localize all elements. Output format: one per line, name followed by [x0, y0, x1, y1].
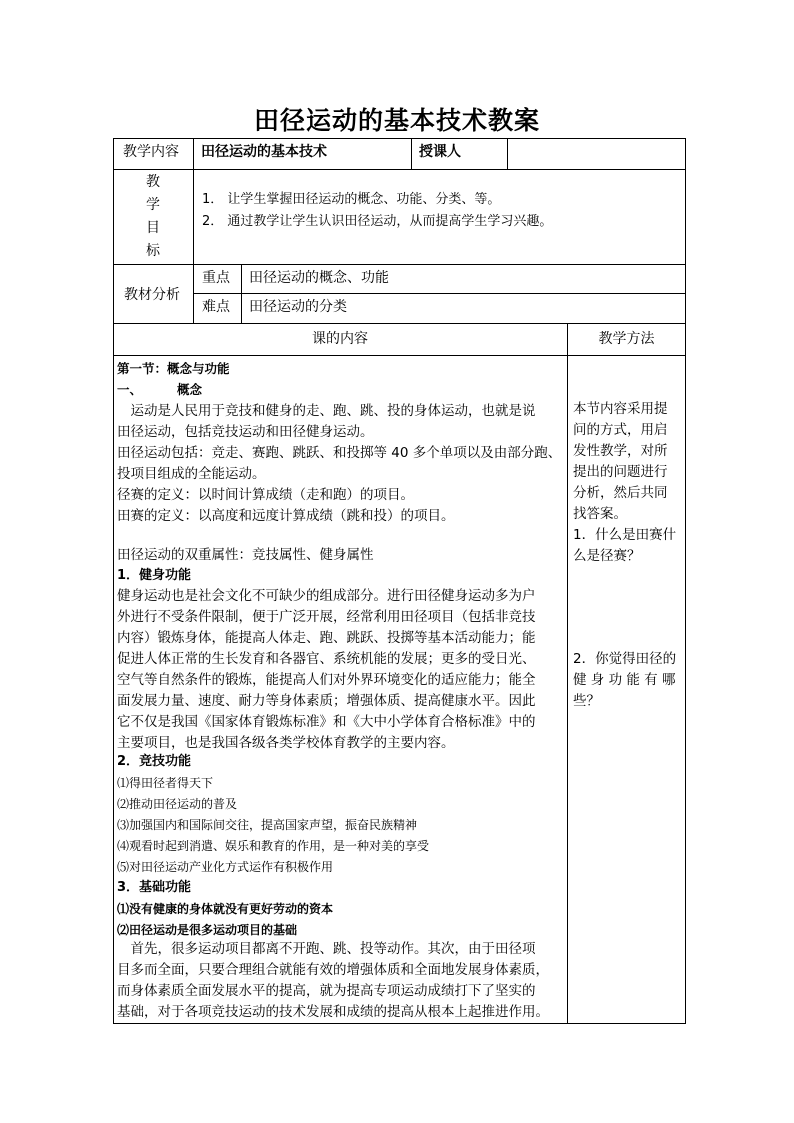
list-item: ⑸对田径运动产业化方式运作有积极作用 [117, 860, 334, 874]
dual-attribute: 田径运动的双重属性：竞技属性、健身属性 [117, 547, 374, 563]
content-label: 教学内容 [123, 144, 179, 160]
heading-competition: 2．竞技功能 [117, 754, 192, 769]
goal-item: 1． 让学生掌握田径运动的概念、功能、分类、等。 [202, 192, 501, 207]
list-item: ⑵推动田径运动的普及 [117, 797, 238, 811]
difficult-label: 难点 [202, 299, 230, 315]
row-divider [113, 169, 686, 170]
content-column-header: 课的内容 [312, 331, 368, 347]
row-divider [113, 355, 686, 356]
method-question-1: 1．什么是田赛什 么是径赛？ [573, 527, 677, 564]
list-item: ⑶加强国内和国际间交往，提高国家声望，振奋民族精神 [117, 818, 418, 832]
difficult-value: 田径运动的分类 [249, 299, 347, 315]
key-value: 田径运动的概念、功能 [249, 270, 389, 286]
page-title: 田径运动的基本技术教案 [253, 106, 540, 135]
heading-foundation: 3．基础功能 [117, 880, 192, 895]
row-divider [113, 323, 686, 324]
row-divider [113, 264, 686, 265]
col-divider [193, 169, 194, 264]
col-divider [193, 264, 194, 323]
col-divider [567, 323, 568, 1024]
col-divider [507, 138, 508, 169]
list-item: ⑴得田径者得天下 [117, 776, 214, 790]
paragraph: 首先，很多运动项目都离不开跑、跳、投等动作。其次，由于田径项 目多而全面，只要合理组合就能有效的增强体质和全面地发展身体素质， 而身体素质全面发展水平的提高，就为提高专项运动成绩打下了坚实的 基础，对于各项竞技运动的技术发展和成绩的提高从根本上起推进作用。 [117, 941, 549, 1020]
method-column-header: 教学方法 [598, 331, 655, 347]
paragraph: 运动是人民用于竞技和健身的走、跑、跳、投的身体运动，也就是说 田径运动，包括竞技运动和田径健身运动。 田径运动包括：竞走、赛跑、跳跃、和投掷等 40 多个单项以及由部分跑、 投项目组成的全能运动。 径赛的定义：以时间计算成绩（走和跑）的项目。 田赛的定义：以高度和远度计算成绩（跳和投）的项目。 [117, 403, 562, 524]
sub-number: 一、 [117, 382, 143, 397]
paragraph: 健身运动也是社会文化不可缺少的组成部分。进行田径健身运动多为户 外进行不受条件限制，便于广泛开展，经常利用田径项目（包括非竞技 内容）锻炼身体，能提高人体走、跑、跳跃、投掷等基本活动能力；能 促进人体正常的生长发育和各器官、系统机能的发展；更多的受日光、 空气等自然条件的锻炼，能提高人们对外界环境变化的适应能力；能全 面发展力量、速度、耐力等身体素质；增强体质、提高健康水平。因此 它不仅是我国《国家体育锻炼标准》和《大中小学体育合格标准》中的 主要项目，也是我国各级各类学校体育教学的主要内容。 [117, 588, 536, 751]
goals-label: 教 学 目 标 [146, 174, 160, 259]
teacher-label: 授课人 [419, 144, 461, 160]
list-item: ⑷观看时起到消遣、娱乐和教育的作用，是一种对美的享受 [117, 839, 430, 853]
analysis-label: 教材分析 [124, 287, 180, 303]
col-divider [193, 138, 194, 169]
col-divider [241, 264, 242, 323]
bold-item: ⑵田径运动是很多运动项目的基础 [117, 923, 298, 937]
method-intro: 本节内容采用提 问的方式，用启 发性教学，对所 提出的问题进行 分析，然后共同 找答案。 [573, 401, 668, 522]
heading-fitness: 1．健身功能 [117, 568, 192, 583]
col-divider [411, 138, 412, 169]
goal-item: 2． 通过教学让学生认识田径运动，从而提高学生学习兴趣。 [202, 214, 553, 229]
key-label: 重点 [202, 270, 230, 286]
row-divider [193, 293, 686, 294]
content-value: 田径运动的基本技术 [201, 144, 327, 160]
section-heading: 第一节：概念与功能 [117, 361, 230, 376]
sub-title: 概念 [177, 382, 203, 397]
lesson-table [113, 138, 686, 1024]
bold-item: ⑴没有健康的身体就没有更好劳动的资本 [117, 902, 334, 916]
method-question-2: 2．你觉得田径的 健 身 功 能 有 哪 些？ [573, 651, 677, 709]
